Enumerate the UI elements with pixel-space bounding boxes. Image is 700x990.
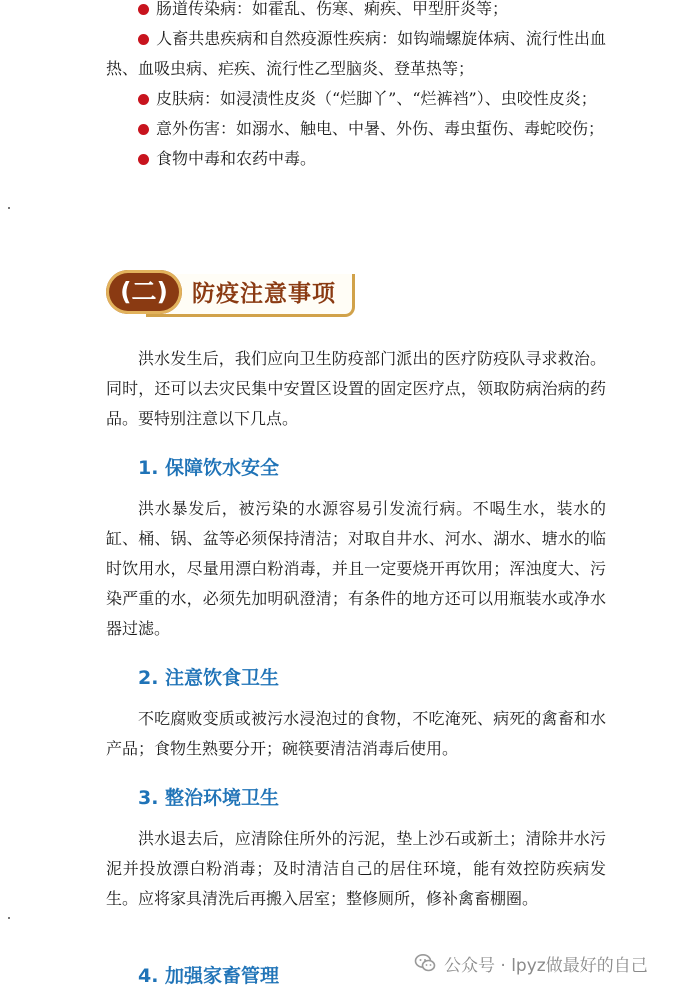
- subheading-food-hygiene: 2. 注意饮食卫生: [138, 667, 280, 689]
- bullet-text: 皮肤病：如浸渍性皮炎（“烂脚丫”、“烂裤裆”）、虫咬性皮炎；: [156, 89, 597, 108]
- section-number-badge: (二): [106, 270, 182, 314]
- section-banner: [106, 268, 358, 322]
- bullet-item: [106, 114, 606, 144]
- edge-dot: [8, 917, 10, 919]
- wechat-icon: [414, 952, 436, 974]
- bullet-dot-icon: [138, 94, 149, 105]
- bullet-dot-icon: [138, 124, 149, 135]
- bullet-item: [106, 24, 606, 84]
- bullet-item: [106, 0, 606, 24]
- subheading-environment: 3. 整治环境卫生: [138, 787, 280, 809]
- watermark-text: 公众号 · lpyz做最好的自己: [444, 955, 648, 976]
- bullet-text: 食物中毒和农药中毒。: [156, 149, 317, 168]
- bullet-text: 人畜共患疾病和自然疫源性疾病：如钩端螺旋体病、流行性出血热、血吸虫病、疟疾、流行性乙型脑炎、登革热等；: [106, 29, 606, 78]
- bullet-dot-icon: [138, 154, 149, 165]
- paragraph-water-safety: 洪水暴发后，被污染的水源容易引发流行病。不喝生水，装水的缸、桶、锅、盆等必须保持清洁；对取自井水、河水、湖水、塘水的临时饮用水，尽量用漂白粉消毒，并且一定要烧开再饮用；浑浊度大、污染严重的水，必须先加明矾澄清；有条件的地方还可以用瓶装水或净水器过滤。: [106, 499, 606, 638]
- subheading-livestock: 4. 加强家畜管理: [138, 965, 280, 987]
- bullet-text: 意外伤害：如溺水、触电、中暑、外伤、毒虫蜇伤、毒蛇咬伤；: [156, 119, 605, 138]
- paragraph-environment: 洪水退去后，应清除住所外的污泥，垫上沙石或新土；清除井水污泥并投放漂白粉消毒；及时清洁自己的居住环境，能有效控防疾病发生。应将家具清洗后再搬入居室；整修厕所，修补禽畜棚圈。: [106, 829, 606, 908]
- paragraph-food-hygiene: 不吃腐败变质或被污水浸泡过的食物，不吃淹死、病死的禽畜和水产品；食物生熟要分开；碗筷要清洁消毒后使用。: [106, 709, 606, 758]
- bullet-item: [106, 84, 606, 114]
- bullet-dot-icon: [138, 34, 149, 45]
- subheading-water-safety: 1. 保障饮水安全: [138, 457, 280, 479]
- section-title: 防疫注意事项: [192, 281, 336, 307]
- bullet-item: [106, 144, 606, 174]
- wechat-watermark: [414, 948, 648, 978]
- intro-paragraph: 洪水发生后，我们应向卫生防疫部门派出的医疗防疫队寻求救治。同时，还可以去灾民集中安置区设置的固定医疗点，领取防病治病的药品。要特别注意以下几点。: [106, 349, 606, 428]
- bullet-text: 肠道传染病：如霍乱、伤寒、痢疾、甲型肝炎等；: [156, 0, 509, 18]
- disease-bullet-list: [106, 0, 606, 174]
- bullet-dot-icon: [138, 4, 149, 15]
- edge-dot: [8, 207, 10, 209]
